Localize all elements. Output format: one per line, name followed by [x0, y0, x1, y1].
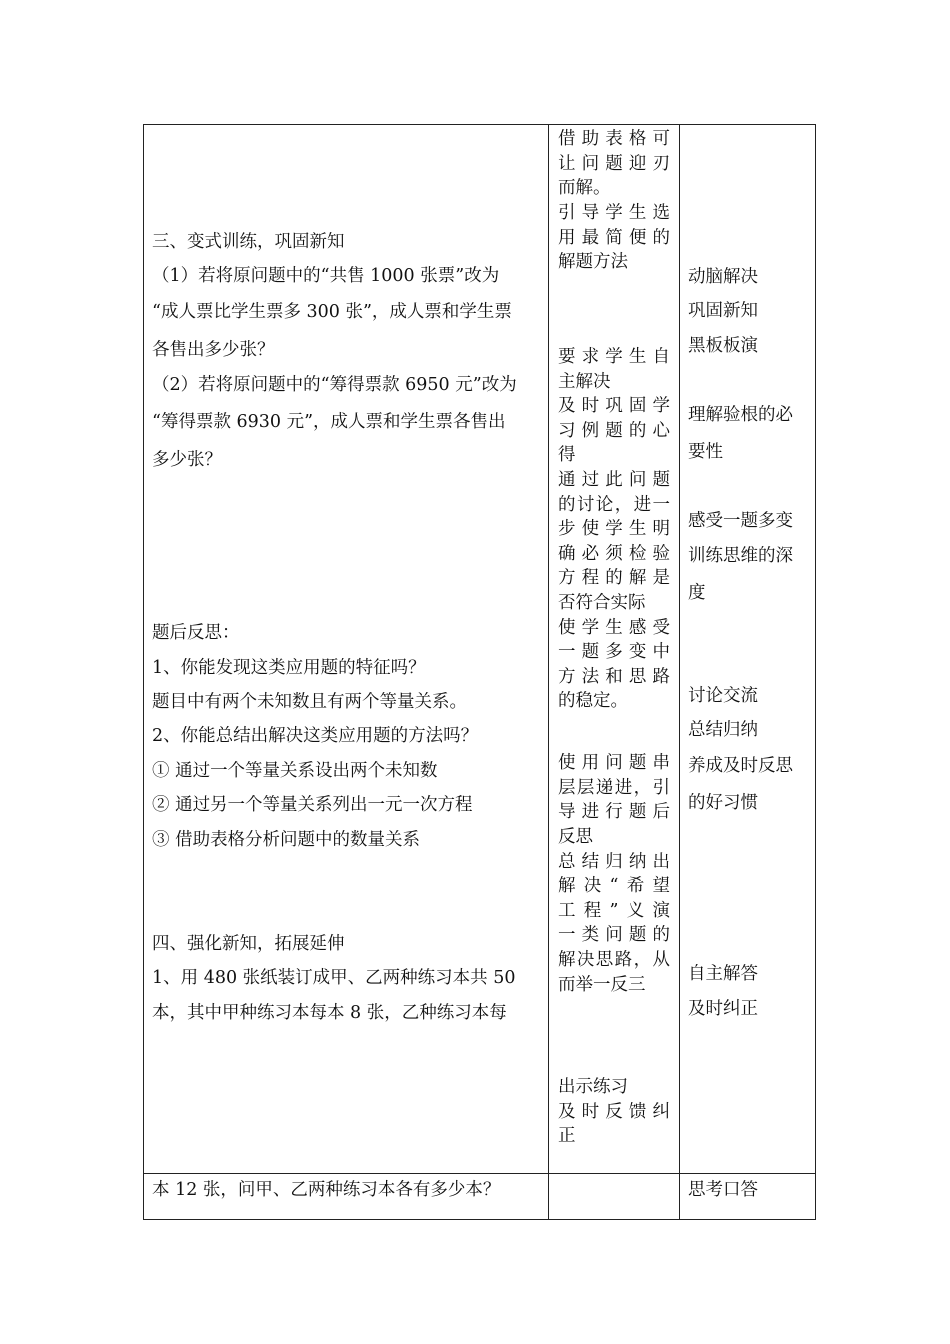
column-divider-1: [548, 125, 549, 1219]
intent-line: 使学生感受: [558, 618, 670, 638]
bottom-row-content: 本 12 张，问甲、乙两种练习本各有多少本？: [152, 1180, 501, 1200]
intent-line: 借助表格可: [558, 129, 670, 149]
activity-line: 度: [688, 583, 706, 603]
activity-line: 训练思维的深: [688, 546, 793, 566]
intent-line: 否符合实际: [558, 593, 646, 613]
reflection-heading: 题后反思：: [152, 623, 240, 643]
activity-line: 要性: [688, 442, 723, 462]
intent-line: 引导学生选: [558, 203, 670, 223]
intent-line: 解决思路，从: [558, 950, 670, 970]
intent-line: 的讨论，进一: [558, 495, 670, 515]
intent-line: 一类问题的: [558, 925, 670, 945]
activity-line: 的好习惯: [688, 793, 758, 813]
exercise2-line2: “筹得票款 6930 元”，成人票和学生票各售出: [152, 412, 506, 432]
reflection-answer1: 题目中有两个未知数且有两个等量关系。: [152, 692, 467, 712]
intent-line: 步使学生明: [558, 519, 670, 539]
intent-line: 工程”义演: [558, 901, 670, 921]
intent-line: 的稳定。: [558, 691, 628, 711]
activity-line: 总结归纳: [688, 720, 758, 740]
exercise3-line2: 本，其中甲种练习本每本 8 张，乙种练习本每: [152, 1003, 507, 1023]
intent-line: 总结归纳出: [558, 852, 670, 872]
intent-line: 一题多变中: [558, 642, 670, 662]
intent-line: 使用问题串: [558, 753, 670, 773]
activity-line: 动脑解决: [688, 267, 758, 287]
exercise2-line3: 多少张？: [152, 450, 222, 470]
intent-line: 确必须检验: [558, 544, 670, 564]
exercise3-line1: 1、用 480 张纸装订成甲、乙两种练习本共 50: [152, 968, 516, 988]
intent-line: 习例题的心: [558, 421, 670, 441]
intent-line: 而解。: [558, 178, 611, 198]
intent-line: 通过此问题: [558, 470, 670, 490]
intent-line: 正: [558, 1126, 576, 1146]
reflection-question2: 2、你能总结出解决这类应用题的方法吗？: [152, 726, 479, 746]
intent-line: 层层递进，引: [558, 778, 670, 798]
exercise1-line3: 各售出多少张？: [152, 340, 275, 360]
activity-line: 及时纠正: [688, 999, 758, 1019]
activity-line: 讨论交流: [688, 686, 758, 706]
intent-line: 而举一反三: [558, 975, 646, 995]
activity-line: 巩固新知: [688, 301, 758, 321]
intent-line: 让问题迎刃: [558, 154, 670, 174]
intent-line: 方程的解是: [558, 568, 670, 588]
row-divider: [144, 1173, 815, 1174]
column-divider-2: [679, 125, 680, 1219]
activity-line: 自主解答: [688, 964, 758, 984]
activity-line: 感受一题多变: [688, 511, 793, 531]
method-item-2: ② 通过另一个等量关系列出一元一次方程: [152, 795, 473, 815]
method-item-3: ③ 借助表格分析问题中的数量关系: [152, 830, 421, 850]
activity-line: 黑板板演: [688, 336, 758, 356]
reflection-question1: 1、你能发现这类应用题的特征吗？: [152, 658, 426, 678]
intent-line: 出示练习: [558, 1077, 628, 1097]
exercise1-line1: （1）若将原问题中的“共售 1000 张票”改为: [152, 266, 500, 286]
intent-line: 主解决: [558, 372, 611, 392]
intent-line: 用最简便的: [558, 228, 670, 248]
activity-line: 养成及时反思: [688, 756, 793, 776]
intent-line: 导进行题后: [558, 802, 670, 822]
section3-heading: 三、变式训练，巩固新知: [152, 232, 345, 252]
intent-line: 解题方法: [558, 252, 628, 272]
intent-line: 要求学生自: [558, 347, 670, 367]
intent-line: 反思: [558, 827, 593, 847]
bottom-row-activity: 思考口答: [688, 1180, 758, 1200]
intent-line: 解决“希望: [558, 876, 670, 896]
intent-line: 得: [558, 445, 576, 465]
intent-line: 方法和思路: [558, 667, 670, 687]
section4-heading: 四、强化新知，拓展延伸: [152, 934, 345, 954]
intent-line: 及时巩固学: [558, 396, 670, 416]
exercise2-line1: （2）若将原问题中的“筹得票款 6950 元”改为: [152, 375, 517, 395]
exercise1-line2: “成人票比学生票多 300 张”，成人票和学生票: [152, 302, 512, 322]
intent-line: 及时反馈纠: [558, 1102, 670, 1122]
method-item-1: ① 通过一个等量关系设出两个未知数: [152, 761, 438, 781]
activity-line: 理解验根的必: [688, 405, 793, 425]
